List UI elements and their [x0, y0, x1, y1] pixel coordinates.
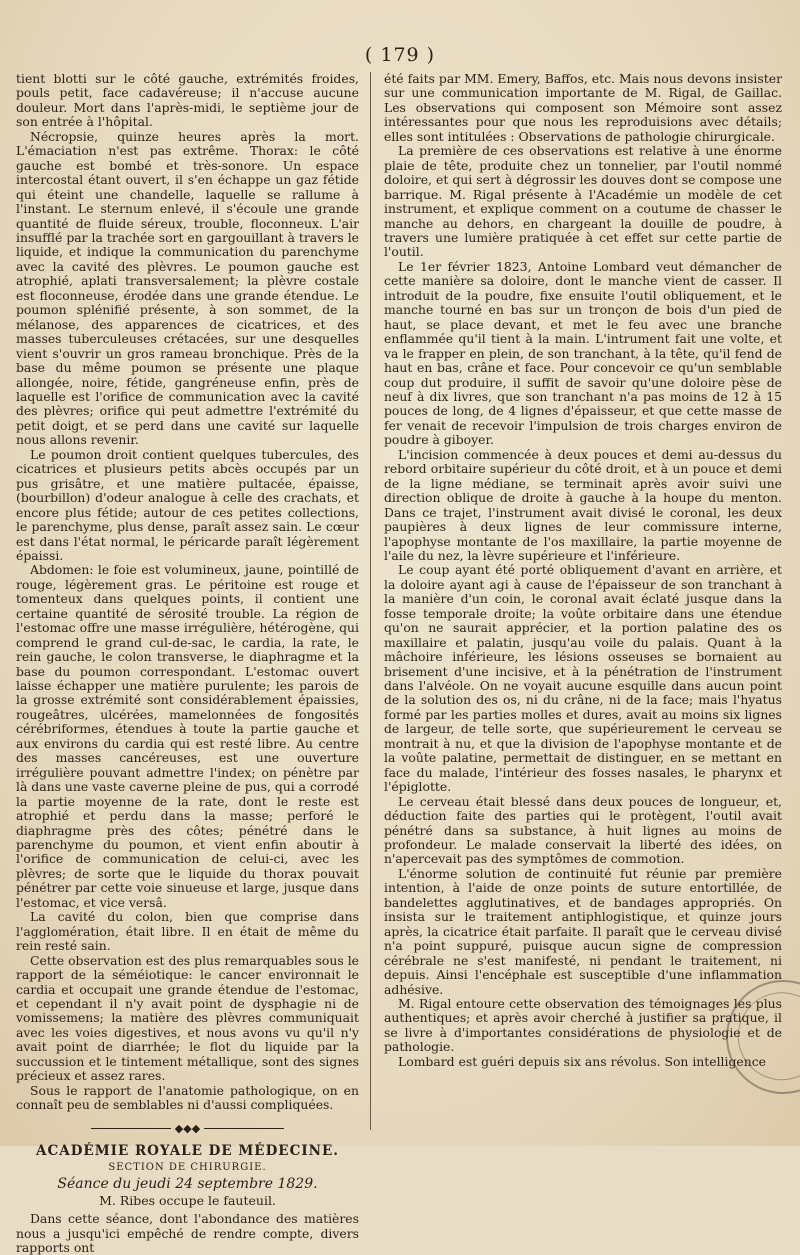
section-title: ACADÉMIE ROYALE DE MÉDECINE. — [36, 1143, 339, 1160]
right-paragraph-solution: L'énorme solution de continuité fut réunie par première intention, à l'aide de onze points de suture entortillée, de bandelettes agglutinatives, et de bandages appropriés. On insista sur le traitement antiphlogistique, et quinze jours après, la cicatrice était parfaite. Il paraît que le cerveau divisé n'a point suppuré, puisque aucun signe de compression cérébrale ne s'est manifesté, ni pendant le traitement, ni depuis. Ainsi l'encéphale est susceptible d'une inflammation adhésive. — [384, 865, 782, 997]
right-column — [384, 72, 782, 1069]
left-paragraph-observation: Cette observation est des plus remarquables sous le rapport de la séméiotique: le cancer environnait le cardia et occupait une grande étendue de l'estomac, et cependant il n'y avait point de dysphagie ni de vomissemens; la matière des plèvres communiquait avec les voies digestives, et nous avons vu qu'il n'y avait point de diarrhée; le flot du liquide par la succussion et le tintement métallique, sont des signes précieux et assez rares. — [16, 952, 359, 1084]
right-paragraph-1: été faits par MM. Emery, Baffos, etc. Mais nous devons insister sur une communication importante de M. Rigal, de Gaillac. Les observations qui composent son Mémoire sont assez intéressantes pour que nous les reproduisions avec détails; elles sont intitulées : Observations de pathologie chirurgicale. — [384, 71, 782, 144]
right-paragraph-plaie: La première de ces observations est relative à une énorme plaie de tête, produite chez un tonnelier, par l'outil nommé doloire, et qui sert à dégrossir les douves dont se compose une barrique. M. Rigal présente à l'Académie un modèle de cet instrument, et explique comment on a coutume de chasser le manche au dehors, en chargeant la douille de poudre, à travers une lumière pratiquée à cet effet sur cette partie de l'outil. — [384, 143, 782, 260]
section-subtitle: SECTION DE CHIRURGIE. — [108, 1161, 267, 1173]
right-paragraph-temoignages: M. Rigal entoure cette observation des témoignages les plus authentiques; et après avoir cherché à justifier sa pratique, il se livre à d'importantes considérations de physiologie et de pathologie. — [384, 996, 782, 1055]
section-divider-ornament: ◆◆◆ — [16, 1122, 359, 1137]
left-paragraph-1: tient blotti sur le côté gauche, extrémités froides, pouls petit, face cadavéreuse; il n'accuse aucune douleur. Mort dans l'après-midi, le septième jour de son entrée à l'hôpital. — [16, 71, 359, 130]
right-paragraph-cerveau: Le cerveau était blessé dans deux pouces de longueur, et, déduction faite des parties qui le protègent, l'outil avait pénétré dans sa substance, à huit lignes au moins de profondeur. Le malade conservait la liberté des idées, on n'apercevait pas des symptômes de commotion. — [384, 793, 782, 867]
right-paragraph-gueri: Lombard est guéri depuis six ans révolus. Son intelligence — [398, 1053, 766, 1069]
right-paragraph-lombard: Le 1er février 1823, Antoine Lombard veut démancher de cette manière sa doloire, dont le manche vient de casser. Il introduit de la poudre, fixe ensuite l'outil obliquement, et le manche tourné en bas sur un tronçon de bois d'un pied de haut, se place devant, et met le feu avec une branche enflammée qu'il tient à la main. L'intrument fait une volte, et va le frapper en plein, de son tranchant, à la tête, qu'il fend de haut en bas, crâne et face. Pour concevoir ce qu'un semblable coup dut produire, il suffit de savoir qu'une doloire pèse de neuf à dix livres, que son tranchant n'a pas moins de 12 à 15 pouces de long, de 4 lignes d'épaisseur, et que cette masse de fer venait de recevoir l'impulsion de trois charges environ de poudre à giboyer. — [384, 258, 782, 448]
right-paragraph-coup: Le coup ayant été porté obliquement d'avant en arrière, et la doloire ayant agi à cause de l'épaisseur de son tranchant à la manière d'un coin, le coronal avait éclaté jusque dans la fosse temporale droite; la voûte orbitaire dans une étendue qu'on ne saurait apprécier, et la portion palatine des os maxillaire et palatin, jusqu'au voile du palais. Quant à la mâchoire inférieure, les lésions osseuses se bornaient au brisement d'une incisive, et à la pénétration de l'instrument dans l'alvéole. On ne voyait aucune esquille dans aucun point de la solution des os, ni du crâne, ni de la face; mais l'hyatus formé par les parties molles et dures, avait au moins six lignes de largeur, de telle sorte, que supérieurement le cerveau se montrait à nu, et que la division de l'apophyse montante et de la voûte palatine, permettait de distinguer, en se mettant en face du malade, l'intérieur des fosses nasales, le pharynx et l'épiglotte. — [384, 562, 782, 795]
left-column — [16, 72, 359, 1255]
left-paragraph-seance: Dans cette séance, dont l'abondance des matières nous a jusqu'ici empêché de rendre compte, divers rapports ont — [16, 1211, 359, 1255]
right-paragraph-incision: L'incision commencée à deux pouces et demi au-dessus du rebord orbitaire supérieur du côté droit, et à un pouce et demi de la ligne médiane, se terminait après avoir suivi une direction oblique de droite à gauche à la houpe du menton. Dans ce trajet, l'instrument avait divisé le coronal, les deux paupières à deux lignes de leur commissure interne, l'apophyse montante de l'os maxillaire, la partie moyenne de l'aile du nez, la lèvre supérieure et l'inférieure. — [384, 446, 782, 563]
column-divider — [370, 72, 371, 1130]
left-paragraph-necropsie: Nécropsie, quinze heures après la mort. L'émaciation n'est pas extrême. Thorax: le côté gauche est bombé et très-sonore. Un espace intercostal étant ouvert, il s'en échappe un gaz fétide qui éteint une chandelle, laquelle se rallume à l'instant. Le sternum enlevé, il s'écoule une grande quantité de fluide séreux, trouble, floconneux. L'air insufflé par la trachée sort en gargouillant à travers le liquide, et indique la communication du parenchyme avec la cavité des plèvres. Le poumon gauche est atrophié, aplati transversalement; la plèvre costale est floconneuse, érodée dans une grande étendue. Le poumon splénifié présente, à son sommet, de la mélanose, des apparences de cicatrices, et des masses tuberculeuses crétacées, sur une desquelles vient s'ouvrir un gros rameau bronchique. Près de la base du même poumon se présente une plaque allongée, noire, fétide, gangréneuse enfin, près de laquelle est l'orifice de communication avec la cavité des plèvres; orifice qui peut admettre l'extrémité du petit doigt, et se perd dans une cavité sur laquelle nous allons revenir. — [16, 128, 359, 448]
left-paragraph-anatomie: Sous le rapport de l'anatomie pathologique, on en connaît peu de semblables ni d'aussi compliquées. — [16, 1082, 359, 1113]
left-paragraph-poumon-droit: Le poumon droit contient quelques tubercules, des cicatrices et plusieurs petits abcès occupés par un pus grisâtre, et une matière pultacée, épaisse, (bourbillon) d'odeur analogue à celle des crachats, et encore plus fétide; autour de ces petites collections, le parenchyme, plus dense, paraît assez sain. Le cœur est dans l'état normal, le péricarde paraît légèrement épaissi. — [16, 446, 359, 563]
left-paragraph-colon: La cavité du colon, bien que comprise dans l'agglomération, était libre. Il en était de même du rein resté sain. — [16, 909, 359, 954]
left-paragraph-abdomen: Abdomen: le foie est volumineux, jaune, pointillé de rouge, légèrement gras. Le péritoine est rouge et tomenteux dans quelques points, il contient une certaine quantité de sérosité trouble. La région de l'estomac offre une masse irrégulière, hétérogène, qui comprend le grand cul-de-sac, le cardia, la rate, le rein gauche, le colon transverse, le diaphragme et la base du poumon correspondant. L'estomac ouvert laisse échapper une matière purulente; les parois de la grosse extrémité sont considérablement épaissies, rougeâtres, ulcérées, mamelonnées de fongosités cérébriformes, étendues à toute la partie gauche et aux environs du cardia qui est resté libre. Au centre des masses cancéreuses, est une ouverture irrégulière pouvant admettre l'index; on pénètre par là dans une vaste caverne pleine de pus, qui a corrodé la partie moyenne de la rate, dont le reste est atrophié et perdu dans la masse; perforé le diaphragme près des côtes; pénétré dans le parenchyme du poumon, et vient enfin aboutir à l'orifice de communication de celui-ci, avec les plèvres; de sorte que le liquide du thorax pouvait pénétrer par cette voie sinueuse et large, jusque dans l'estomac, et vice versâ. — [16, 562, 359, 910]
section-date: Séance du jeudi 24 septembre 1829. — [57, 1176, 318, 1193]
section-chair: M. Ribes occupe le fauteuil. — [99, 1192, 276, 1208]
page-number: ( 179 ) — [364, 44, 436, 66]
